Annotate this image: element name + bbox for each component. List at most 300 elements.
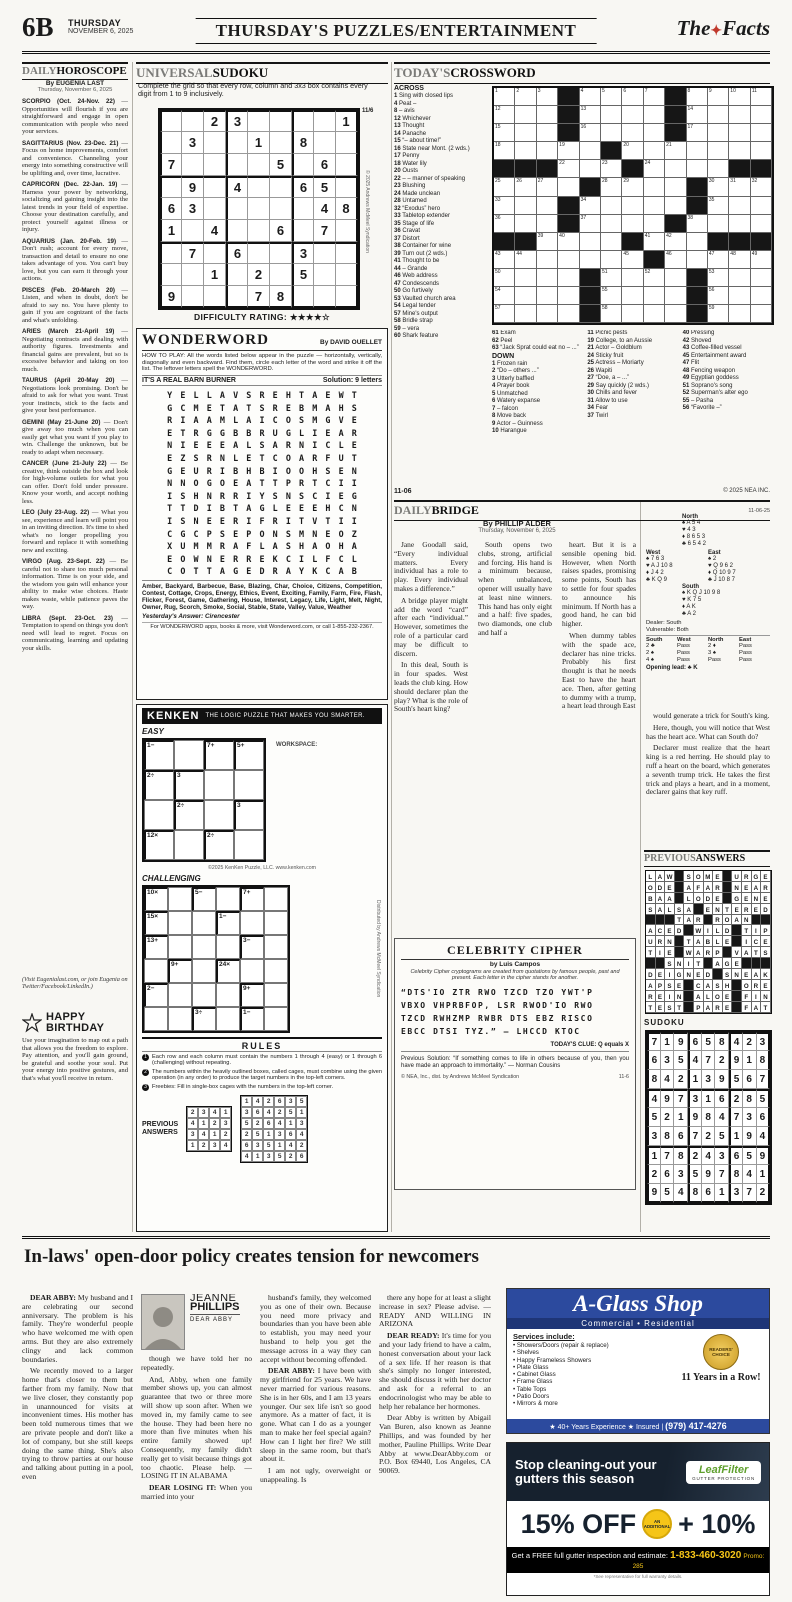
crossword-cell bbox=[644, 124, 665, 142]
bidding-cell: Pass bbox=[677, 656, 690, 663]
crossword-cell: E bbox=[713, 871, 723, 882]
kenken-cell bbox=[264, 911, 288, 935]
wonderword-letter: R bbox=[299, 478, 305, 489]
sudoku-cell: 5 bbox=[292, 264, 314, 286]
crossword-cell: V bbox=[732, 947, 742, 958]
kenken-cell: 3− bbox=[240, 935, 264, 959]
crossword-clue: 8 – avis bbox=[394, 108, 415, 114]
sudoku-cell: 7 bbox=[688, 1127, 702, 1146]
cipher-line: EBCC DTSI TYZ.” — LHCCD KTOC bbox=[401, 1027, 581, 1037]
wonderword-letter: A bbox=[325, 402, 331, 413]
wonderword-letter: A bbox=[219, 390, 225, 401]
wonderword-letter: E bbox=[233, 478, 239, 489]
bidding-cell: Pass bbox=[739, 643, 752, 650]
wonderword-letter: I bbox=[338, 516, 344, 527]
sudoku-cell: 7 bbox=[248, 286, 270, 308]
crossword-cell bbox=[601, 233, 622, 251]
sudoku-cell bbox=[248, 242, 270, 264]
crossword-cell: 1 bbox=[494, 88, 515, 106]
sudoku-cell: 3 bbox=[743, 1108, 757, 1127]
sudoku-cell bbox=[314, 110, 336, 132]
wonderword-letter: K bbox=[272, 553, 278, 564]
sudoku-grid bbox=[158, 108, 360, 310]
horoscope-title-light: DAILY bbox=[22, 65, 57, 77]
day-label: THURSDAY bbox=[68, 18, 122, 28]
kenken-cell: 3 bbox=[234, 800, 264, 830]
wonderword-letter: T bbox=[167, 503, 173, 514]
sudoku-cell bbox=[314, 132, 336, 154]
crossword-cell: A bbox=[684, 915, 694, 926]
bidding-cell: Pass bbox=[739, 656, 752, 663]
crossword-black-cell bbox=[752, 915, 762, 926]
sudoku-cell bbox=[226, 198, 248, 220]
sudoku-cell: 1 bbox=[647, 1146, 661, 1165]
sudoku-cell: 1 bbox=[688, 1070, 702, 1089]
wonderword-letter: G bbox=[285, 427, 291, 438]
sudoku-cell: 5 bbox=[757, 1089, 771, 1108]
crossword-black-cell bbox=[656, 958, 666, 969]
crossword-black-cell bbox=[675, 936, 685, 947]
sudoku-cell bbox=[226, 220, 248, 242]
sudoku-cell bbox=[336, 220, 358, 242]
crossword-cell: R bbox=[646, 991, 656, 1002]
crossword-black-cell bbox=[558, 106, 579, 124]
kenken-cell: 3 bbox=[174, 770, 204, 800]
crossword-cell: E bbox=[761, 936, 771, 947]
sudoku-cell: 9 bbox=[743, 1127, 757, 1146]
crossword-clue: 20 Ousts bbox=[394, 168, 419, 174]
sudoku-cell: 2 bbox=[204, 110, 226, 132]
crossword-clue: 37 Distort bbox=[394, 235, 420, 242]
crossword-cell: 55 bbox=[601, 287, 622, 305]
crossword-cell: 35 bbox=[708, 197, 729, 215]
crossword-clue: 23 Blushing bbox=[394, 183, 426, 189]
crossword-cell bbox=[644, 178, 665, 196]
crossword-cell: E bbox=[742, 893, 752, 904]
wonderword-letter: A bbox=[272, 440, 278, 451]
wonderword-letter: R bbox=[233, 490, 239, 501]
sudoku-cell bbox=[314, 264, 336, 286]
wonderword-letter: V bbox=[338, 415, 344, 426]
sudoku-cell bbox=[336, 242, 358, 264]
crossword-cell: 3 bbox=[537, 88, 558, 106]
crossword-clue: 27 “Doe, a – ...” bbox=[587, 375, 630, 381]
crossword-clue: 31 Allow to use bbox=[587, 397, 628, 404]
crossword-cell: 46 bbox=[665, 251, 686, 269]
crossword-cell bbox=[537, 305, 558, 323]
leaffilter-phone: 1-833-460-3020 bbox=[670, 1550, 742, 1561]
wonderword-letter: A bbox=[338, 566, 344, 577]
wonderword-letter: E bbox=[351, 440, 357, 451]
kenken-answer-cell: 5 bbox=[263, 1140, 274, 1151]
sudoku-cell: 2 bbox=[729, 1089, 743, 1108]
sudoku-cell: 5 bbox=[729, 1070, 743, 1089]
crossword-cell: 48 bbox=[729, 251, 750, 269]
crossword-cell: H bbox=[723, 980, 733, 991]
sudoku-cell bbox=[160, 110, 182, 132]
wonderword-letter: B bbox=[299, 402, 305, 413]
crossword-cell: A bbox=[646, 980, 656, 991]
kenken-cell bbox=[264, 983, 288, 1007]
crossword-cell: 22 bbox=[558, 160, 579, 178]
wonderword-letter: H bbox=[338, 541, 344, 552]
wonderword-letter: E bbox=[219, 440, 225, 451]
happy-birthday-block bbox=[22, 1012, 128, 1082]
wonderword-letter: E bbox=[285, 503, 291, 514]
sudoku-cell: 3 bbox=[661, 1051, 675, 1070]
wonderword-letter: A bbox=[246, 503, 252, 514]
crossword-cell: E bbox=[656, 991, 666, 1002]
sudoku-cell: 3 bbox=[674, 1165, 688, 1184]
across-label: ACROSS bbox=[394, 85, 424, 92]
birthday-star-icon bbox=[22, 1013, 42, 1033]
crossword-black-cell bbox=[752, 958, 762, 969]
crossword-cell: T bbox=[761, 1002, 771, 1013]
sudoku-cell bbox=[204, 154, 226, 176]
kenken-cell: 2÷ bbox=[204, 830, 234, 860]
crossword-cell: E bbox=[656, 969, 666, 980]
columnist-first-name: JEANNE bbox=[190, 1294, 237, 1304]
crossword-black-cell bbox=[665, 88, 686, 106]
sudoku-cell bbox=[204, 242, 226, 264]
wonderword-letter: S bbox=[299, 490, 305, 501]
happy-birthday-text: Use your imagination to map out a path that allows you the freedom to explore. Pay attention, and you'll gain ground, be grateful and soothe your soul. Put your energy into positive gestures, and that's what you'll receive in return. bbox=[22, 1037, 128, 1082]
crossword-clue: 32 “Exodus” hero bbox=[394, 205, 441, 212]
crossword-black-cell bbox=[732, 980, 742, 991]
crossword-cell: 53 bbox=[708, 269, 729, 287]
wonderword-theme-row bbox=[142, 375, 382, 386]
crossword-cell: 57 bbox=[494, 305, 515, 323]
wonderword-letter: D bbox=[193, 503, 199, 514]
bridge-hand-line: ♣ 6 5 4 2 bbox=[682, 541, 706, 547]
wonderword-letter: T bbox=[312, 478, 318, 489]
wonderword-letter: N bbox=[272, 528, 278, 539]
bridge-text-column-3 bbox=[562, 541, 636, 931]
crossword-cell: N bbox=[732, 882, 742, 893]
crossword-cell: O bbox=[694, 893, 704, 904]
abby-paragraph: Dear Abby is written by Abigail Van Buren, also known as Jeanne Phillips, and was founded by her mother, Pauline Phillips. Write Dear Abby at www.DearAbby.com or P.O. Box 69440, Los Angeles, CA 90069. bbox=[379, 1413, 491, 1476]
bridge-paragraph: When dummy tables with the spade ace, declarer has nine tricks. Probably his first thought is that he needs East to have the heart ace. Then, after getting to dummy with a trump, a heart lead through East bbox=[562, 630, 636, 711]
sudoku-cell: 5 bbox=[688, 1165, 702, 1184]
crossword-cell bbox=[665, 305, 686, 323]
horoscope-entry: LEO (July 23-Aug. 22) — What you see, experience and learn will point you in an inviting direction. It's time to shed what's no longer propelling you forward and replace it with something new and exciting. bbox=[22, 509, 128, 554]
crossword-cell: A bbox=[713, 958, 723, 969]
sudoku-cell: 8 bbox=[270, 286, 292, 308]
wonderword-letter: A bbox=[233, 402, 239, 413]
sudoku-cell: 4 bbox=[647, 1089, 661, 1108]
kenken-easy-row bbox=[142, 738, 382, 862]
sudoku-cell bbox=[270, 176, 292, 198]
crossword-cell bbox=[665, 287, 686, 305]
wonderword-letter: A bbox=[272, 541, 278, 552]
columnist-last-name: PHILLIPS bbox=[190, 1300, 240, 1313]
crossword-clue: 30 Chills and fever bbox=[587, 390, 638, 396]
wonderword-letter: N bbox=[351, 503, 357, 514]
crossword-cell bbox=[729, 269, 750, 287]
crossword-clue: 4 Prayer book bbox=[492, 383, 530, 389]
sudoku-cell: 1 bbox=[743, 1051, 757, 1070]
sudoku-cell: 5 bbox=[715, 1127, 729, 1146]
wonderword-letter: R bbox=[272, 402, 278, 413]
crossword-black-cell bbox=[665, 915, 675, 926]
abby-paragraph: DEAR READY: It's time for you and your lady friend to have a calm, honest conversation about your lack of a sex life. If her reason is that she's simply no longer interested, she should discuss it with her doctor and ask for a referral to an endocrinologist who may be able to help her rebalance her hormones. bbox=[379, 1331, 491, 1411]
crossword-cell: R bbox=[742, 904, 752, 915]
sudoku-cell: 8 bbox=[688, 1184, 702, 1203]
crossword-cell bbox=[751, 269, 772, 287]
crossword-cell: 2 bbox=[515, 88, 536, 106]
wonderword-letter: P bbox=[206, 528, 212, 539]
service-item: • Cabinet Glass bbox=[513, 1371, 556, 1379]
bidding-cell: 2 ♣ bbox=[646, 643, 655, 650]
sudoku-cell bbox=[314, 242, 336, 264]
wonderword-letter: T bbox=[299, 390, 305, 401]
bidding-cell: 4 ♠ bbox=[646, 656, 654, 663]
crossword-cell bbox=[751, 106, 772, 124]
additional-discount-badge: AN ADDITIONAL bbox=[642, 1509, 672, 1539]
sudoku-cell: 1 bbox=[729, 1127, 743, 1146]
offer-plus: + 10% bbox=[678, 1508, 756, 1539]
crossword-cell: A bbox=[656, 893, 666, 904]
sudoku-cell: 9 bbox=[688, 1108, 702, 1127]
sudoku-cell: 7 bbox=[743, 1184, 757, 1203]
kenken-cell bbox=[144, 800, 174, 830]
wonderword-letter: M bbox=[312, 415, 318, 426]
crossword-cell bbox=[622, 197, 643, 215]
birthday-title-2: BIRTHDAY bbox=[46, 1022, 105, 1034]
crossword-cell: 18 bbox=[494, 142, 515, 160]
sudoku-cell: 3 bbox=[702, 1070, 716, 1089]
sudoku-cell bbox=[292, 220, 314, 242]
bridge-hand-line: ♠ A 5 4 bbox=[682, 520, 701, 526]
crossword-cell: O bbox=[713, 991, 723, 1002]
wonderword-letter: T bbox=[351, 453, 357, 464]
crossword-clue: 59 – vera bbox=[394, 325, 420, 332]
wonderword-letter: C bbox=[312, 490, 318, 501]
crossword-cell: A bbox=[752, 1002, 762, 1013]
crossword-cell: G bbox=[723, 958, 733, 969]
column-divider bbox=[132, 62, 133, 1232]
sudoku-cell bbox=[270, 198, 292, 220]
kenken-answer-cell: 3 bbox=[285, 1096, 296, 1107]
crossword-cell bbox=[601, 215, 622, 233]
kenken-cell bbox=[204, 770, 234, 800]
sudoku-cell: 5 bbox=[743, 1146, 757, 1165]
crossword-black-cell bbox=[580, 287, 601, 305]
sudoku-cell: 3 bbox=[182, 198, 204, 220]
crossword-cell bbox=[665, 269, 686, 287]
wonderword-letter: B bbox=[233, 465, 239, 476]
wonderword-letter: F bbox=[246, 541, 252, 552]
kenken-cell bbox=[168, 911, 192, 935]
crossword-clue: 12 Whichever bbox=[394, 115, 431, 122]
abby-column-3 bbox=[260, 1294, 371, 1600]
crossword-cell bbox=[622, 106, 643, 124]
bidding-cell: Pass bbox=[677, 650, 690, 657]
crossword-cell: A bbox=[684, 904, 694, 915]
kenken-answer-cell: 1 bbox=[241, 1096, 252, 1107]
crossword-cell: A bbox=[752, 882, 762, 893]
kenken-answer-cell: 2 bbox=[198, 1140, 209, 1151]
leaffilter-headline: Stop cleaning-out your gutters this season bbox=[515, 1457, 657, 1486]
sudoku-cell bbox=[204, 176, 226, 198]
crossword-cell: L bbox=[713, 925, 723, 936]
crossword-cell: S bbox=[665, 980, 675, 991]
crossword-clue: 28 Untamed bbox=[394, 198, 427, 204]
wonderword-letter: U bbox=[193, 465, 199, 476]
bridge-hand-line: ♦ 8 6 5 3 bbox=[682, 534, 706, 540]
crossword-black-cell bbox=[665, 106, 686, 124]
date-label: NOVEMBER 6, 2025 bbox=[68, 28, 134, 35]
horoscope-entry: CANCER (June 21-July 22) — Be creative, think outside the box and look for high-volume outlets for what you can offer. Don't fold under pressure. Know your worth, and accept nothing less. bbox=[22, 460, 128, 505]
kenken-answer-cell: 3 bbox=[241, 1107, 252, 1118]
sudoku-cell: 4 bbox=[226, 176, 248, 198]
crossword-cell bbox=[687, 160, 708, 178]
sudoku-cell: 1 bbox=[336, 110, 358, 132]
crossword-cell: A bbox=[694, 991, 704, 1002]
wonderword-letter: U bbox=[272, 427, 278, 438]
abby-paragraph: DEAR ABBY: My husband and I are celebrating our second anniversary. The problem is his family. They're wonderful people who have welcomed me with open arms. But they are also extremely clingy and lack common boundaries. bbox=[22, 1294, 133, 1364]
cipher-lines bbox=[401, 986, 629, 1038]
crossword-cell: 13 bbox=[580, 106, 601, 124]
wonderword-letter: N bbox=[180, 478, 186, 489]
wonderword-letter: L bbox=[312, 553, 318, 564]
crossword-cell: 51 bbox=[601, 269, 622, 287]
crossword-cell: R bbox=[713, 882, 723, 893]
cipher-line: TZCD RWHZMP RWBR DTS EBZ RISCO bbox=[401, 1014, 594, 1024]
cipher-copyright: © NEA, Inc., dist. by Andrews McMeel Syndication bbox=[401, 1074, 520, 1081]
sudoku-cell: 7 bbox=[729, 1108, 743, 1127]
cipher-date-tag: 11-6 bbox=[618, 1074, 629, 1081]
horoscope-entries bbox=[22, 98, 128, 974]
aglass-phone: (979) 417-4276 bbox=[665, 1421, 727, 1431]
wonderword-letter: T bbox=[259, 453, 265, 464]
crossword-cell: I bbox=[656, 947, 666, 958]
crossword-black-cell bbox=[732, 936, 742, 947]
kenken-answer-cell: 1 bbox=[252, 1151, 263, 1162]
wonderword-letter: G bbox=[206, 427, 212, 438]
crossword-cell: 42 bbox=[665, 233, 686, 251]
crossword-cell: L bbox=[646, 871, 656, 882]
crossword-cell: S bbox=[665, 1002, 675, 1013]
crossword-cell bbox=[665, 160, 686, 178]
kenken-cell bbox=[192, 935, 216, 959]
wonderword-letter: G bbox=[219, 427, 225, 438]
kenken-answer-cell: 1 bbox=[198, 1118, 209, 1129]
sudoku-cell: 4 bbox=[757, 1127, 771, 1146]
wonderword-letter: N bbox=[167, 478, 173, 489]
kenken-tagline: THE LOGIC PUZZLE THAT MAKES YOU SMARTER. bbox=[205, 713, 365, 719]
wonderword-letter: R bbox=[285, 440, 291, 451]
kenken-answer-cell: 2 bbox=[274, 1107, 285, 1118]
crossword-cell: L bbox=[713, 936, 723, 947]
crossword-black-cell bbox=[708, 233, 729, 251]
wonderword-letter: T bbox=[272, 478, 278, 489]
crossword-cell bbox=[537, 269, 558, 287]
bidding-row bbox=[646, 657, 770, 664]
sudoku-cell: 3 bbox=[226, 110, 248, 132]
crossword-clue: 24 Made unclean bbox=[394, 190, 441, 197]
wonderword-letter: N bbox=[167, 440, 173, 451]
wonderword-letter: M bbox=[193, 402, 199, 413]
sudoku-cell: 1 bbox=[248, 132, 270, 154]
wonderword-letter: E bbox=[167, 427, 173, 438]
crossword-cell bbox=[729, 215, 750, 233]
sudoku-title-light: UNIVERSAL bbox=[136, 65, 213, 80]
crossword-cell: D bbox=[646, 969, 656, 980]
award-block bbox=[679, 1332, 763, 1416]
abby-paragraph: We recently moved to a larger home that's closer to them but farther from my family. Now that we live closer, they constantly pop in unannounced for visits at inconvenient times. His mother has been told numerous times that we are private people and don't like a lot of company, but she still keeps doing the same thing. She's also trying to throw parties at our house and talking about putting in a pool, even bbox=[22, 1366, 133, 1481]
bridge-text-column-4 bbox=[646, 712, 770, 846]
kenken-answer-cell: 1 bbox=[209, 1129, 220, 1140]
wonderword-letter: M bbox=[193, 541, 199, 552]
wonderword-letter: N bbox=[312, 528, 318, 539]
crossword-cell: I bbox=[665, 991, 675, 1002]
crossword-cell: A bbox=[704, 882, 714, 893]
wonderword-letter: C bbox=[272, 415, 278, 426]
ad-body bbox=[507, 1329, 769, 1419]
page-date bbox=[68, 18, 133, 35]
wonderword-letter: B bbox=[219, 503, 225, 514]
leaffilter-cta-bar bbox=[507, 1547, 769, 1573]
sudoku-cell: 5 bbox=[661, 1184, 675, 1203]
sudoku-cell: 2 bbox=[661, 1108, 675, 1127]
wonderword-letter: E bbox=[325, 427, 331, 438]
kenken-cell bbox=[174, 830, 204, 860]
wonderword-letter: O bbox=[338, 528, 344, 539]
column-divider bbox=[391, 62, 392, 1232]
wonderword-letter: E bbox=[167, 453, 173, 464]
wonderword-byline: By DAVID OUELLET bbox=[320, 339, 382, 346]
wonderword-letter: A bbox=[338, 427, 344, 438]
abby-paragraph: DEAR LOSING IT: When you married into your bbox=[141, 1483, 252, 1501]
bridge-diagram-date: 11-06-25 bbox=[748, 508, 770, 514]
kenken-answer-cell: 1 bbox=[274, 1140, 285, 1151]
sudoku-cell: 2 bbox=[757, 1184, 771, 1203]
crossword-cell: E bbox=[723, 936, 733, 947]
sudoku-cell: 2 bbox=[743, 1032, 757, 1051]
sudoku-instructions: Complete the grid so that every row, column and 3x3 box contains every digit from 1 to 9 inclusively. bbox=[138, 81, 368, 99]
wonderword-letter: K bbox=[312, 566, 318, 577]
horoscope-visit-note: (Visit Eugenialast.com, or join Eugenia on Twitter/Facebook/LinkedIn.) bbox=[22, 976, 128, 990]
east-hand bbox=[708, 550, 770, 584]
crossword-cell: S bbox=[761, 947, 771, 958]
horoscope-title-bold: HOROSCOPE bbox=[56, 65, 127, 77]
horoscope-date: Thursday, November 6, 2025 bbox=[37, 87, 113, 93]
bidding-cell: Pass bbox=[739, 650, 752, 657]
crossword-cell: A bbox=[665, 893, 675, 904]
crossword-cell: A bbox=[732, 915, 742, 926]
crossword-black-cell bbox=[684, 925, 694, 936]
dealer-label: Dealer: South bbox=[646, 620, 682, 626]
crossword-cell: O bbox=[742, 980, 752, 991]
wonderword-letter: O bbox=[219, 478, 225, 489]
sudoku-cell bbox=[248, 110, 270, 132]
wonderword-letter: A bbox=[246, 478, 252, 489]
kenken-answer-cell: 4 bbox=[220, 1140, 231, 1151]
crossword-cell bbox=[687, 142, 708, 160]
crossword-cell: 5 bbox=[601, 88, 622, 106]
wonderword-letter: B bbox=[351, 566, 357, 577]
wonderword-letter: F bbox=[259, 516, 265, 527]
wonderword-letter: I bbox=[167, 490, 173, 501]
crossword-grid bbox=[492, 86, 774, 325]
wonderword-letter: G bbox=[351, 490, 357, 501]
sudoku-cell: 6 bbox=[270, 220, 292, 242]
kenken-panel bbox=[136, 704, 388, 1232]
crossword-clue: 11 Picnic pests bbox=[587, 330, 628, 336]
sudoku-cell bbox=[226, 264, 248, 286]
crossword-black-cell bbox=[558, 88, 579, 106]
